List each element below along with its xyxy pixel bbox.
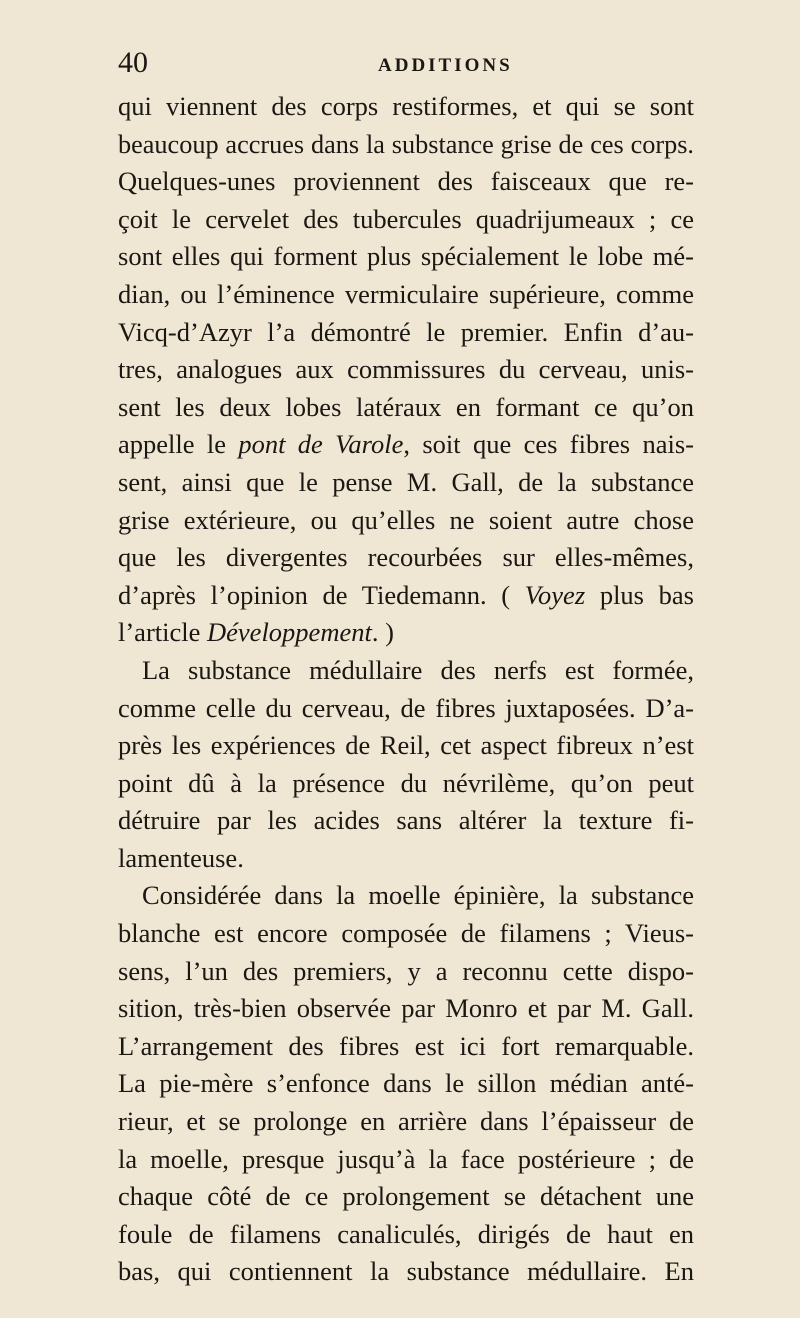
text-segment: que les divergentes recourbées sur elles-mêmes, [118, 542, 694, 573]
text-segment: appelle le [118, 429, 239, 460]
text-line [118, 238, 694, 276]
running-head: ADDITIONS [378, 55, 513, 76]
text-segment: grise extérieure, ou qu’elles ne soient autre chose [118, 504, 694, 535]
text-segment: plus bas [585, 579, 694, 610]
text-line [118, 877, 694, 915]
text-segment: L’arrangement des fibres est ici fort remarquable. [118, 1030, 694, 1061]
text-segment: près les expériences de Reil, cet aspect fibreux n’est [118, 730, 694, 761]
text-line [118, 1103, 694, 1141]
text-line [118, 426, 694, 464]
text-segment: lamenteuse. [118, 842, 244, 873]
text-line [118, 577, 694, 615]
text-segment: beaucoup accrues dans la substance grise de ces corps. [118, 129, 694, 159]
text-segment: , soit que ces fibres nais- [403, 429, 694, 460]
text-segment: blanche est encore composée de filamens ; Vieus- [118, 918, 694, 949]
italic-text: Développement [207, 617, 372, 648]
text-segment: sens, l’un des premiers, y a reconnu cette dispo- [118, 955, 694, 986]
text-segment: tres, analogues aux commissures du cerveau, unis- [118, 354, 694, 385]
text-segment: sition, très-bien observée par Monro et par M. Gall. [118, 993, 694, 1024]
text-segment: rieur, et se prolonge en arrière dans l’épaisseur de [118, 1106, 694, 1137]
text-segment: comme celle du cerveau, de fibres juxtaposées. D’a- [118, 692, 694, 723]
text-line [118, 652, 694, 690]
text-line [118, 840, 694, 878]
text-line [118, 953, 694, 991]
text-line [118, 464, 694, 502]
text-line [118, 126, 694, 164]
italic-text: pont de Varole [238, 429, 404, 460]
text-line [118, 1178, 694, 1216]
text-segment: Quelques-unes proviennent des faisceaux que re- [118, 166, 694, 197]
text-line [118, 765, 694, 803]
text-line [118, 802, 694, 840]
text-segment: détruire par les acides sans altérer la texture fi- [118, 805, 694, 836]
text-line [118, 389, 694, 427]
text-segment: la moelle, presque jusqu’à la face postérieure ; de [118, 1143, 694, 1174]
text-line [118, 915, 694, 953]
text-segment: foule de filamens canaliculés, dirigés de haut en [118, 1218, 694, 1249]
text-line [118, 163, 694, 201]
text-segment: Considérée dans la moelle épinière, la substance [142, 880, 694, 911]
text-segment: sont elles qui forment plus spécialement le lobe mé- [118, 241, 694, 272]
text-segment: dian, ou l’éminence vermiculaire supérieure, comme [118, 278, 694, 309]
body-text [118, 88, 694, 1291]
text-segment: qui viennent des corps restiformes, et qui se sont [118, 91, 694, 121]
text-segment: . ) [371, 617, 394, 648]
text-segment: chaque côté de ce prolongement se détachent une [118, 1181, 694, 1212]
text-segment: La pie-mère s’enfonce dans le sillon médian anté- [118, 1068, 694, 1099]
page-number: 40 [118, 46, 148, 79]
text-line [118, 276, 694, 314]
text-line [118, 201, 694, 239]
text-line [118, 690, 694, 728]
text-segment: çoit le cervelet des tubercules quadrijumeaux ; ce [118, 203, 694, 234]
text-segment: Vicq-d’Azyr l’a démontré le premier. Enfin d’au- [118, 316, 694, 347]
text-line [118, 727, 694, 765]
text-line [118, 990, 694, 1028]
text-segment: l’article [118, 617, 208, 648]
text-line [118, 88, 694, 126]
text-line [118, 614, 694, 652]
text-line [118, 1065, 694, 1103]
text-line [118, 314, 694, 352]
text-line [118, 539, 694, 577]
text-segment: sent, ainsi que le pense M. Gall, de la substance [118, 466, 694, 497]
page-header [118, 44, 688, 84]
text-line [118, 502, 694, 540]
text-line [118, 351, 694, 389]
text-segment: sent les deux lobes latéraux en formant ce qu’on [118, 391, 694, 422]
text-segment: La substance médullaire des nerfs est formée, [142, 654, 694, 685]
text-line [118, 1141, 694, 1179]
text-line [118, 1216, 694, 1254]
text-line [118, 1253, 694, 1291]
text-line [118, 1028, 694, 1066]
text-segment: bas, qui contiennent la substance médullaire. En [118, 1256, 694, 1287]
text-segment: point dû à la présence du névrilème, qu’on peut [118, 767, 694, 798]
text-segment: d’après l’opinion de Tiedemann. ( [118, 579, 525, 610]
italic-text: Voyez [524, 579, 586, 610]
